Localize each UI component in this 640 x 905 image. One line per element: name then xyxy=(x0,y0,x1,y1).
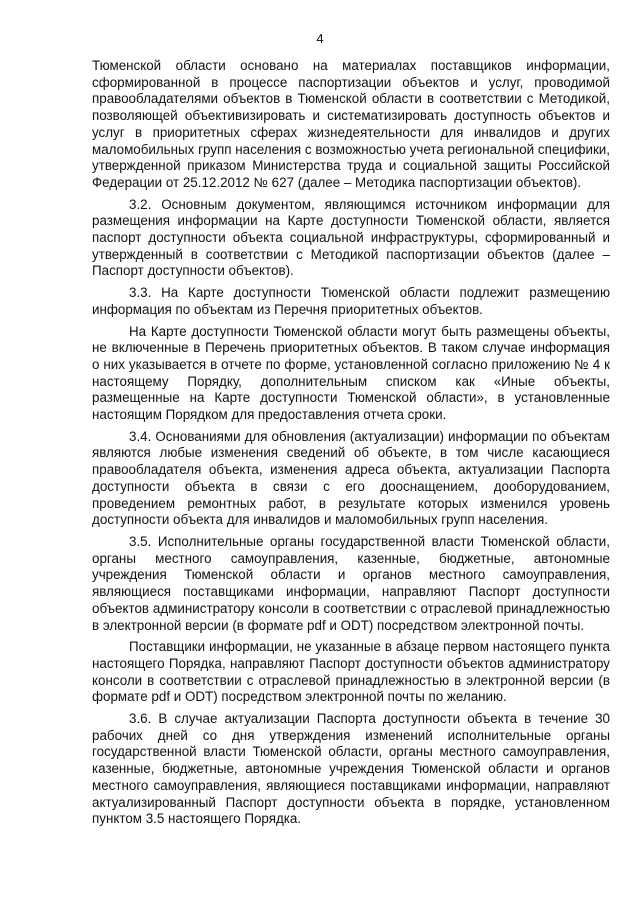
document-body xyxy=(92,58,610,833)
paragraph-continuation: Тюменской области основано на материалах поставщиков информации, сформированной в процессе паспортизации объектов и услуг, проводимой правообладателями объектов в Тюменской области в соответствии с Методикой, позволяющей объективизировать и систематизировать доступность объектов и услуг в приоритетных сферах жизнедеятельности для инвалидов и других маломобильных групп населения с возможностью учета региональной специфики, утвержденной приказом Министерства труда и социальной защиты Российской Федерации от 25.12.2012 № 627 (далее – Методика паспортизации объектов). xyxy=(92,58,610,190)
paragraph-3-3-additional: На Карте доступности Тюменской области могут быть размещены объекты, не включенные в Перечень приоритетных объектов. В таком случае информация о них указывается в отчете по форме, установленной согласно приложению № 4 к настоящему Порядку, дополнительным списком как «Иные объекты, размещенные на Карте доступности Тюменской области», в установленные настоящим Порядком для предоставления отчета сроки. xyxy=(92,323,610,423)
paragraph-3-6: 3.6. В случае актуализации Паспорта доступности объекта в течение 30 рабочих дней со дня утверждения изменений исполнительные органы государственной власти Тюменской области, органы местного самоуправления, казенные, бюджетные, автономные учреждения Тюменской области и органов местного самоуправления, являющиеся поставщиками информации, направляют актуализированный Паспорт доступности объекта в порядке, установленном пунктом 3.5 настоящего Порядка. xyxy=(92,711,610,827)
page-number: 4 xyxy=(316,31,324,46)
paragraph-3-4: 3.4. Основаниями для обновления (актуализации) информации по объектам являются любые изменения сведений об объекте, в том числе касающиеся правообладателя объекта, изменения адреса объекта, актуализации Паспорта доступности объекта в связи с его дооснащением, дооборудованием, проведением ремонтных работ, в результате которых изменился уровень доступности объекта для инвалидов и маломобильных групп населения. xyxy=(92,428,610,528)
paragraph-3-5: 3.5. Исполнительные органы государственной власти Тюменской области, органы местного самоуправления, казенные, бюджетные, автономные учреждения Тюменской области и органов местного самоуправления, являющиеся поставщиками информации, направляют Паспорт доступности объектов администратору консоли в соответствии с отраслевой принадлежностью в электронной версии (в формате pdf и ODT) посредством электронной почты. xyxy=(92,533,610,633)
paragraph-3-5-additional: Поставщики информации, не указанные в абзаце первом настоящего пункта настоящего Порядка, направляют Паспорт доступности объектов администратору консоли в соответствии с отраслевой принадлежностью в электронной версии (в формате pdf и ODT) посредством электронной почты по желанию. xyxy=(92,639,610,705)
paragraph-3-2: 3.2. Основным документом, являющимся источником информации для размещения информации на Карте доступности Тюменской области, является паспорт доступности объекта социальной инфраструктуры, сформированный и утвержденный в соответствии с Методикой паспортизации объектов (далее – Паспорт доступности объектов). xyxy=(92,196,610,279)
paragraph-3-3: 3.3. На Карте доступности Тюменской области подлежит размещению информация по объектам из Перечня приоритетных объектов. xyxy=(92,285,610,317)
